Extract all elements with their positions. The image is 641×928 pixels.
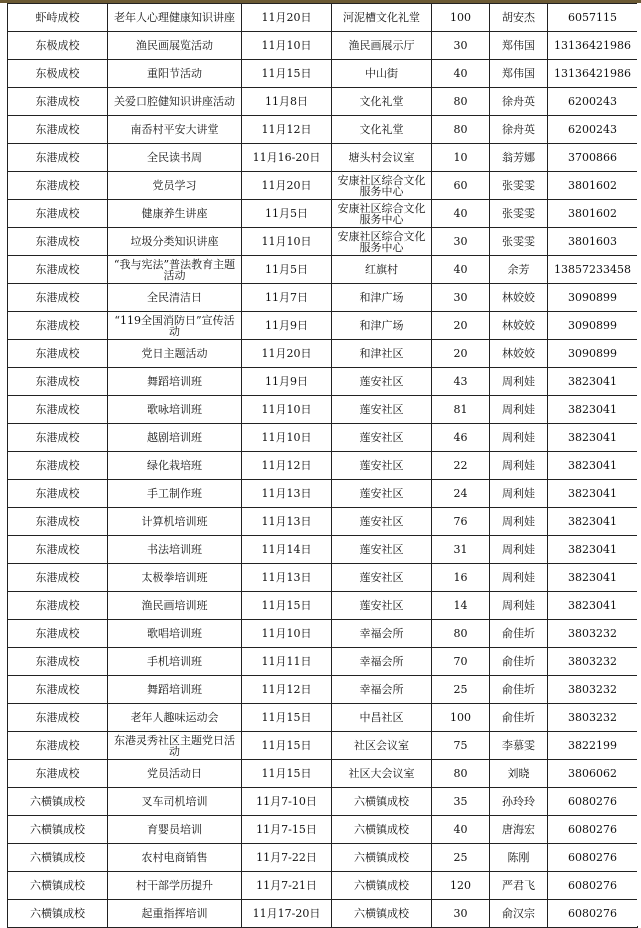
phone-cell: 3823041 [548,424,638,452]
count-cell: 25 [432,844,490,872]
contact-cell: 唐海宏 [490,816,548,844]
count-cell: 30 [432,228,490,256]
date-cell: 11月10日 [242,228,332,256]
school-cell: 东港成校 [8,564,108,592]
count-cell: 40 [432,60,490,88]
venue-cell: 莲安社区 [332,564,432,592]
date-cell: 11月8日 [242,88,332,116]
count-cell: 80 [432,620,490,648]
school-cell: 东港成校 [8,88,108,116]
table-row [8,60,638,88]
table-row [8,592,638,620]
count-cell: 20 [432,312,490,340]
count-cell: 30 [432,900,490,928]
activity-cell: 舞蹈培训班 [108,368,242,396]
school-cell: 虾峙成校 [8,4,108,32]
venue-cell: 莲安社区 [332,592,432,620]
count-cell: 76 [432,508,490,536]
venue-cell: 安康社区综合文化服务中心 [332,228,432,256]
date-cell: 11月13日 [242,480,332,508]
table-row [8,424,638,452]
activity-table [7,3,638,928]
phone-cell: 3823041 [548,368,638,396]
count-cell: 40 [432,816,490,844]
activity-cell: 关爱口腔健知识讲座活动 [108,88,242,116]
school-cell: 东港成校 [8,396,108,424]
activity-cell: 越剧培训班 [108,424,242,452]
table-row [8,284,638,312]
table-body [8,4,638,928]
count-cell: 80 [432,88,490,116]
school-cell: 东港成校 [8,172,108,200]
table-row [8,340,638,368]
school-cell: 东港成校 [8,452,108,480]
contact-cell: 周利娃 [490,480,548,508]
phone-cell: 3801603 [548,228,638,256]
activity-cell: 叉车司机培训 [108,788,242,816]
school-cell: 东港成校 [8,116,108,144]
phone-cell: 3803232 [548,648,638,676]
venue-cell: 幸福会所 [332,648,432,676]
phone-cell: 3090899 [548,284,638,312]
phone-cell: 3801602 [548,172,638,200]
table-row [8,508,638,536]
count-cell: 24 [432,480,490,508]
page-edge [637,3,641,926]
date-cell: 11月13日 [242,508,332,536]
phone-cell: 3803232 [548,676,638,704]
activity-cell: 村干部学历提升 [108,872,242,900]
venue-cell: 莲安社区 [332,452,432,480]
date-cell: 11月20日 [242,4,332,32]
table-row [8,732,638,760]
count-cell: 60 [432,172,490,200]
table-row [8,4,638,32]
school-cell: 东港成校 [8,256,108,284]
phone-cell: 6080276 [548,816,638,844]
table-row [8,312,638,340]
date-cell: 11月12日 [242,676,332,704]
school-cell: 东港成校 [8,536,108,564]
count-cell: 10 [432,144,490,172]
count-cell: 43 [432,368,490,396]
venue-cell: 莲安社区 [332,424,432,452]
date-cell: 11月7日 [242,284,332,312]
phone-cell: 3806062 [548,760,638,788]
school-cell: 六横镇成校 [8,788,108,816]
contact-cell: 俞佳圻 [490,676,548,704]
school-cell: 东港成校 [8,480,108,508]
count-cell: 46 [432,424,490,452]
date-cell: 11月10日 [242,424,332,452]
count-cell: 14 [432,592,490,620]
table-row [8,536,638,564]
count-cell: 25 [432,676,490,704]
table-row [8,116,638,144]
venue-cell: 和津广场 [332,312,432,340]
date-cell: 11月16-20日 [242,144,332,172]
activity-cell: 垃圾分类知识讲座 [108,228,242,256]
venue-cell: 六横镇成校 [332,788,432,816]
school-cell: 东港成校 [8,228,108,256]
phone-cell: 3823041 [548,508,638,536]
activity-cell: 老年人趣味运动会 [108,704,242,732]
activity-cell: 南岙村平安大讲堂 [108,116,242,144]
count-cell: 100 [432,4,490,32]
table-row [8,368,638,396]
activity-cell: 东港灵秀社区主题党日活动 [108,732,242,760]
venue-cell: 莲安社区 [332,368,432,396]
count-cell: 81 [432,396,490,424]
date-cell: 11月15日 [242,732,332,760]
table-row [8,88,638,116]
contact-cell: 陈刚 [490,844,548,872]
table-row [8,648,638,676]
contact-cell: 俞佳圻 [490,704,548,732]
table-row [8,396,638,424]
count-cell: 100 [432,704,490,732]
activity-cell: 绿化栽培班 [108,452,242,480]
contact-cell: 翁芳娜 [490,144,548,172]
school-cell: 东港成校 [8,704,108,732]
phone-cell: 13857233458 [548,256,638,284]
count-cell: 75 [432,732,490,760]
table-row [8,676,638,704]
date-cell: 11月20日 [242,340,332,368]
contact-cell: 周利娃 [490,536,548,564]
activity-cell: 党日主题活动 [108,340,242,368]
contact-cell: 周利娃 [490,508,548,536]
venue-cell: 六横镇成校 [332,900,432,928]
date-cell: 11月11日 [242,648,332,676]
venue-cell: 幸福会所 [332,620,432,648]
activity-cell: 起重指挥培训 [108,900,242,928]
table-row [8,452,638,480]
school-cell: 东港成校 [8,732,108,760]
phone-cell: 6080276 [548,872,638,900]
venue-cell: 红旗村 [332,256,432,284]
activity-cell: 手机培训班 [108,648,242,676]
venue-cell: 幸福会所 [332,676,432,704]
school-cell: 东港成校 [8,144,108,172]
count-cell: 120 [432,872,490,900]
table-row [8,760,638,788]
contact-cell: 李慕雯 [490,732,548,760]
activity-cell: 全民清洁日 [108,284,242,312]
activity-cell: 重阳节活动 [108,60,242,88]
contact-cell: 孙玲玲 [490,788,548,816]
activity-cell: 健康养生讲座 [108,200,242,228]
activity-cell: 农村电商销售 [108,844,242,872]
contact-cell: 周利娃 [490,564,548,592]
activity-cell: 太极拳培训班 [108,564,242,592]
contact-cell: 周利娃 [490,368,548,396]
activity-cell: 计算机培训班 [108,508,242,536]
table-row [8,32,638,60]
contact-cell: 周利娃 [490,396,548,424]
date-cell: 11月20日 [242,172,332,200]
date-cell: 11月9日 [242,368,332,396]
contact-cell: 俞佳圻 [490,620,548,648]
date-cell: 11月15日 [242,60,332,88]
activity-cell: 老年人心理健康知识讲座 [108,4,242,32]
table-row [8,816,638,844]
phone-cell: 3090899 [548,340,638,368]
venue-cell: 安康社区综合文化服务中心 [332,200,432,228]
contact-cell: 周利娃 [490,424,548,452]
contact-cell: 张雯雯 [490,200,548,228]
activity-cell: 全民读书周 [108,144,242,172]
table-row [8,788,638,816]
school-cell: 东港成校 [8,620,108,648]
school-cell: 六横镇成校 [8,900,108,928]
phone-cell: 3803232 [548,620,638,648]
table-row [8,228,638,256]
venue-cell: 文化礼堂 [332,88,432,116]
activity-cell: “我与宪法”普法教育主题活动 [108,256,242,284]
school-cell: 东港成校 [8,312,108,340]
venue-cell: 塘头村会议室 [332,144,432,172]
phone-cell: 3823041 [548,396,638,424]
activity-cell: 歌唱培训班 [108,620,242,648]
venue-cell: 社区大会议室 [332,760,432,788]
date-cell: 11月7-22日 [242,844,332,872]
contact-cell: 俞汉宗 [490,900,548,928]
contact-cell: 刘晓 [490,760,548,788]
venue-cell: 中昌社区 [332,704,432,732]
phone-cell: 3090899 [548,312,638,340]
phone-cell: 6080276 [548,900,638,928]
contact-cell: 余芳 [490,256,548,284]
date-cell: 11月15日 [242,592,332,620]
venue-cell: 文化礼堂 [332,116,432,144]
activity-cell: 党员学习 [108,172,242,200]
count-cell: 22 [432,452,490,480]
count-cell: 30 [432,32,490,60]
contact-cell: 张雯雯 [490,172,548,200]
date-cell: 11月17-20日 [242,900,332,928]
activity-cell: 党员活动日 [108,760,242,788]
table-row [8,704,638,732]
activity-cell: 渔民画展览活动 [108,32,242,60]
phone-cell: 6080276 [548,788,638,816]
contact-cell: 徐舟英 [490,116,548,144]
date-cell: 11月15日 [242,760,332,788]
school-cell: 东极成校 [8,32,108,60]
date-cell: 11月9日 [242,312,332,340]
phone-cell: 3822199 [548,732,638,760]
venue-cell: 和津社区 [332,340,432,368]
table-row [8,872,638,900]
date-cell: 11月10日 [242,620,332,648]
count-cell: 20 [432,340,490,368]
phone-cell: 3823041 [548,564,638,592]
phone-cell: 13136421986 [548,32,638,60]
phone-cell: 13136421986 [548,60,638,88]
activity-cell: 歌咏培训班 [108,396,242,424]
count-cell: 31 [432,536,490,564]
count-cell: 70 [432,648,490,676]
school-cell: 东港成校 [8,368,108,396]
contact-cell: 周利娃 [490,452,548,480]
table-row [8,564,638,592]
venue-cell: 莲安社区 [332,396,432,424]
contact-cell: 周利娃 [490,592,548,620]
venue-cell: 中山街 [332,60,432,88]
table-row [8,200,638,228]
contact-cell: 郑伟国 [490,32,548,60]
venue-cell: 莲安社区 [332,480,432,508]
table-row [8,144,638,172]
date-cell: 11月7-15日 [242,816,332,844]
school-cell: 东港成校 [8,676,108,704]
school-cell: 东港成校 [8,592,108,620]
activity-cell: 舞蹈培训班 [108,676,242,704]
count-cell: 30 [432,284,490,312]
venue-cell: 六横镇成校 [332,872,432,900]
phone-cell: 6200243 [548,88,638,116]
activity-cell: “119全国消防日”宣传活动 [108,312,242,340]
table-row [8,844,638,872]
phone-cell: 3823041 [548,480,638,508]
phone-cell: 3823041 [548,536,638,564]
date-cell: 11月13日 [242,564,332,592]
table-row [8,172,638,200]
count-cell: 16 [432,564,490,592]
table-row [8,900,638,928]
date-cell: 11月10日 [242,396,332,424]
contact-cell: 俞佳圻 [490,648,548,676]
school-cell: 东港成校 [8,760,108,788]
phone-cell: 3801602 [548,200,638,228]
date-cell: 11月15日 [242,704,332,732]
count-cell: 80 [432,116,490,144]
activity-cell: 手工制作班 [108,480,242,508]
count-cell: 40 [432,200,490,228]
date-cell: 11月12日 [242,452,332,480]
venue-cell: 六横镇成校 [332,844,432,872]
phone-cell: 6080276 [548,844,638,872]
contact-cell: 林姣姣 [490,284,548,312]
venue-cell: 莲安社区 [332,508,432,536]
school-cell: 六横镇成校 [8,872,108,900]
contact-cell: 林姣姣 [490,312,548,340]
school-cell: 六横镇成校 [8,844,108,872]
table-row [8,480,638,508]
phone-cell: 3700866 [548,144,638,172]
date-cell: 11月10日 [242,32,332,60]
venue-cell: 渔民画展示厅 [332,32,432,60]
school-cell: 东港成校 [8,424,108,452]
table-row [8,620,638,648]
date-cell: 11月7-21日 [242,872,332,900]
date-cell: 11月5日 [242,200,332,228]
activity-cell: 书法培训班 [108,536,242,564]
venue-cell: 安康社区综合文化服务中心 [332,172,432,200]
count-cell: 40 [432,256,490,284]
venue-cell: 社区会议室 [332,732,432,760]
contact-cell: 张雯雯 [490,228,548,256]
school-cell: 东港成校 [8,200,108,228]
school-cell: 东极成校 [8,60,108,88]
venue-cell: 河泥槽文化礼堂 [332,4,432,32]
count-cell: 80 [432,760,490,788]
contact-cell: 林姣姣 [490,340,548,368]
school-cell: 东港成校 [8,648,108,676]
phone-cell: 6200243 [548,116,638,144]
table-row [8,256,638,284]
date-cell: 11月5日 [242,256,332,284]
phone-cell: 3823041 [548,592,638,620]
contact-cell: 徐舟英 [490,88,548,116]
school-cell: 六横镇成校 [8,816,108,844]
school-cell: 东港成校 [8,284,108,312]
phone-cell: 3823041 [548,452,638,480]
date-cell: 11月7-10日 [242,788,332,816]
contact-cell: 胡安杰 [490,4,548,32]
phone-cell: 3803232 [548,704,638,732]
venue-cell: 莲安社区 [332,536,432,564]
phone-cell: 6057115 [548,4,638,32]
date-cell: 11月14日 [242,536,332,564]
venue-cell: 六横镇成校 [332,816,432,844]
contact-cell: 严君飞 [490,872,548,900]
school-cell: 东港成校 [8,340,108,368]
venue-cell: 和津广场 [332,284,432,312]
activity-cell: 育婴员培训 [108,816,242,844]
count-cell: 35 [432,788,490,816]
school-cell: 东港成校 [8,508,108,536]
date-cell: 11月12日 [242,116,332,144]
activity-cell: 渔民画培训班 [108,592,242,620]
contact-cell: 郑伟国 [490,60,548,88]
